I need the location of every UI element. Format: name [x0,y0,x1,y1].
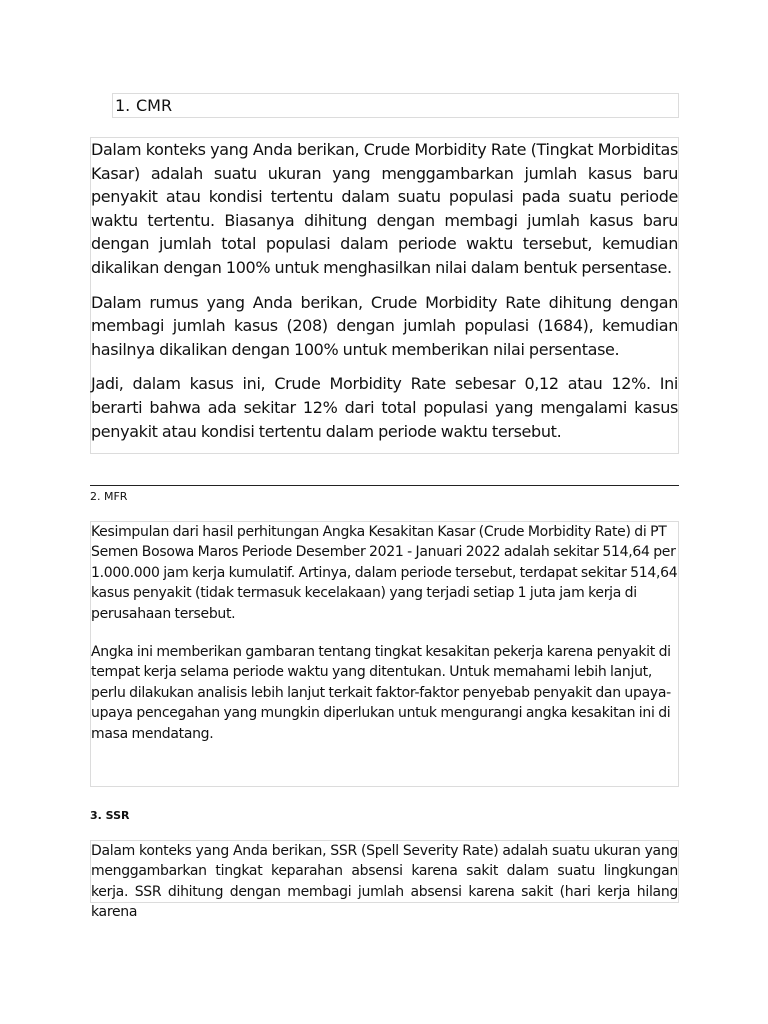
section-3-body [90,840,679,921]
section-1-paragraph: Jadi, dalam kasus ini, Crude Morbidity Rate sebesar 0,12 atau 12%. Ini berarti bahwa ada sekitar 12% dari total populasi yang mengalami kasus penyakit atau kondisi tertentu dalam periode waktu tersebut. [91,374,678,441]
section-2-body [90,521,679,787]
section-2-paragraph: Angka ini memberikan gambaran tentang tingkat kesakitan pekerja karena penyakit di tempat kerja selama periode waktu yang ditentukan. Untuk memahami lebih lanjut, perlu dilakukan analisis lebih lanjut terkait faktor-faktor penyebab penyakit dan upaya-upaya pencegahan yang mungkin diperlukan untuk mengurangi angka kesakitan ini di masa mendatang. [91,644,671,742]
section-3-paragraph: Dalam konteks yang Anda berikan, SSR (Spell Severity Rate) adalah suatu ukuran yang menggambarkan tingkat keparahan absensi karena sakit dalam suatu lingkungan kerja. SSR dihitung dengan membagi jumlah absensi karena sakit (hari kerja hilang karena [91,843,678,921]
section-1-paragraph: Dalam konteks yang Anda berikan, Crude Morbidity Rate (Tingkat Morbiditas Kasar) adalah suatu ukuran yang menggambarkan jumlah kasus baru penyakit atau kondisi tertentu dalam suatu populasi pada suatu periode waktu tertentu. Biasanya dihitung dengan membagi jumlah kasus baru dengan jumlah total populasi dalam periode waktu tersebut, kemudian dikalikan dengan 100% untuk menghasilkan nilai dalam bentuk persentase. [91,140,678,277]
section-1-heading [112,93,679,118]
section-2-title: 2. MFR [90,490,128,503]
section-3-title: 3. SSR [90,809,130,822]
section-1-paragraph: Dalam rumus yang Anda berikan, Crude Morbidity Rate dihitung dengan membagi jumlah kasus (208) dengan jumlah populasi (1684), kemudian hasilnya dikalikan dengan 100% untuk memberikan nilai persentase. [91,292,678,359]
section-1-title: CMR [136,96,173,115]
section-1-number: 1. [115,96,131,115]
section-1-body [90,137,679,454]
section-divider [90,485,679,486]
section-2-paragraph: Kesimpulan dari hasil perhitungan Angka Kesakitan Kasar (Crude Morbidity Rate) di PT Semen Bosowa Maros Periode Desember 2021 - Januari 2022 adalah sekitar 514,64 per 1.000.000 jam kerja kumulatif. Artinya, dalam periode tersebut, terdapat sekitar 514,64 kasus penyakit (tidak termasuk kecelakaan) yang terjadi setiap 1 juta jam kerja di perusahaan tersebut. [91,524,678,622]
